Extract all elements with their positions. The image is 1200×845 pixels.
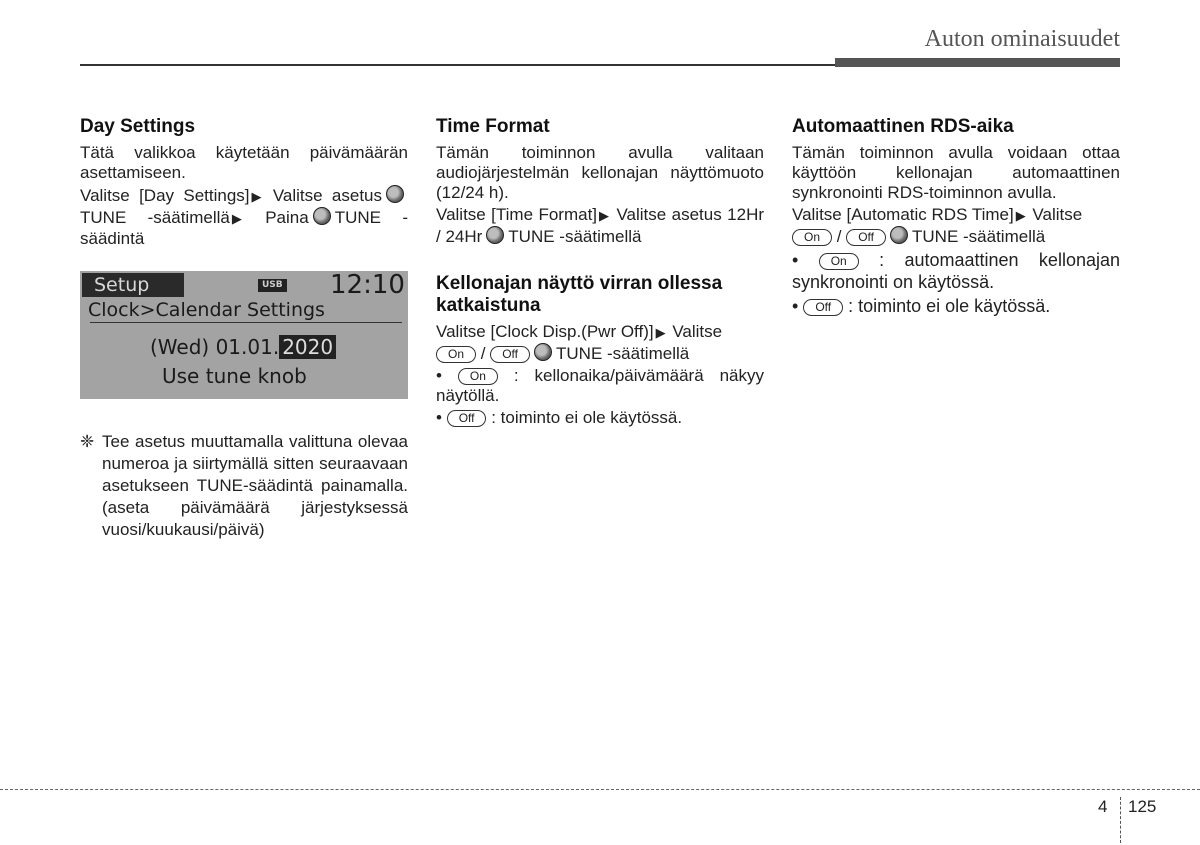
on-button-icon: On [458,368,498,385]
section-heading: Automaattinen RDS-aika [792,116,1014,137]
off-button-icon: Off [803,299,843,316]
section-intro: Tätä valikkoa käytetään päivämäärän asettamiseen. [80,143,408,182]
column-rds-time [792,116,1120,317]
instruction-steps: Valitse [Automatic RDS Time] ▶ Valitse On / Off TUNE -säätimellä [792,205,1083,246]
lcd-divider [90,322,402,323]
lcd-clock: 12:10 [330,271,405,300]
lcd-display-screenshot [80,271,408,399]
tune-knob-icon [486,226,504,244]
arrow-right-icon: ▶ [599,208,610,223]
page-header-title: Auton ominaisuudet [924,26,1120,52]
chapter-number: 4 [1098,797,1108,816]
lcd-setup-label: Setup [82,273,184,297]
arrow-right-icon: ▶ [251,189,262,204]
section-heading: Time Format [436,116,550,137]
tune-knob-icon [890,226,908,244]
list-item: • Off : toiminto ei ole käytössä. [792,296,1051,316]
on-button-icon: On [436,346,476,363]
page-number: 125 [1128,797,1157,816]
column-time-format [436,116,764,428]
tune-knob-icon [386,185,404,203]
section-intro: Tämän toiminnon avulla voidaan ottaa käyttöön kellonajan automaattinen synkronointi RDS-toiminnon avulla. [792,143,1120,202]
on-button-icon: On [819,253,859,270]
arrow-right-icon: ▶ [655,325,666,340]
section-heading: Day Settings [80,116,196,137]
arrow-right-icon: ▶ [231,211,242,226]
usb-icon: USB [258,279,287,292]
off-button-icon: Off [846,229,886,246]
off-button-icon: Off [447,410,487,427]
tune-knob-icon [534,343,552,361]
list-item: • On : automaattinen kellonajan synkronointi on käytössä. [792,250,1120,292]
lcd-year-highlight: 2020 [279,335,336,359]
footer-rule [0,789,1200,790]
lcd-hint: Use tune knob [162,364,307,388]
lcd-menu-title: Clock>Calendar Settings [88,299,325,321]
header-rule-accent [835,58,1120,67]
instruction-steps: Valitse [Clock Disp.(Pwr Off)] ▶ Valitse On / Off TUNE -säätimellä [436,322,723,363]
section-heading: Kellonajan näyttö virran ollessa katkaistuna [436,273,723,316]
section-intro: Tämän toiminnon avulla valitaan audiojärjestelmän kellonajan näyttömuoto (12/24 h). [436,143,764,202]
note-paragraph: ❈ Tee asetus muuttamalla valittuna olevaa numeroa ja siirtymällä sitten seuraavaan asetukseen TUNE-säädintä painamalla. (aseta päivämäärä järjestyksessä vuosi/kuukausi/päivä) [80,432,408,539]
instruction-steps: Valitse [Time Format] ▶ Valitse asetus 12Hr / 24Hr TUNE -säätimellä [436,205,765,246]
lcd-date: (Wed) 01.01. 2020 [150,333,336,361]
tune-knob-icon [313,207,331,225]
list-item: • Off : toiminto ei ole käytössä. [436,408,683,427]
header-rule [80,64,835,66]
page-number-separator [1120,797,1121,843]
instruction-steps: Valitse [Day Settings] ▶ Valitse asetusTUNE -säätimellä ▶ Paina TUNE -säädintä [80,186,408,248]
list-item: • On : kellonaika/päivämäärä näkyy näytöllä. [436,366,764,405]
column-day-settings [80,116,408,541]
off-button-icon: Off [490,346,530,363]
note-mark-icon: ❈ [80,432,95,451]
on-button-icon: On [792,229,832,246]
arrow-right-icon: ▶ [1015,208,1026,223]
